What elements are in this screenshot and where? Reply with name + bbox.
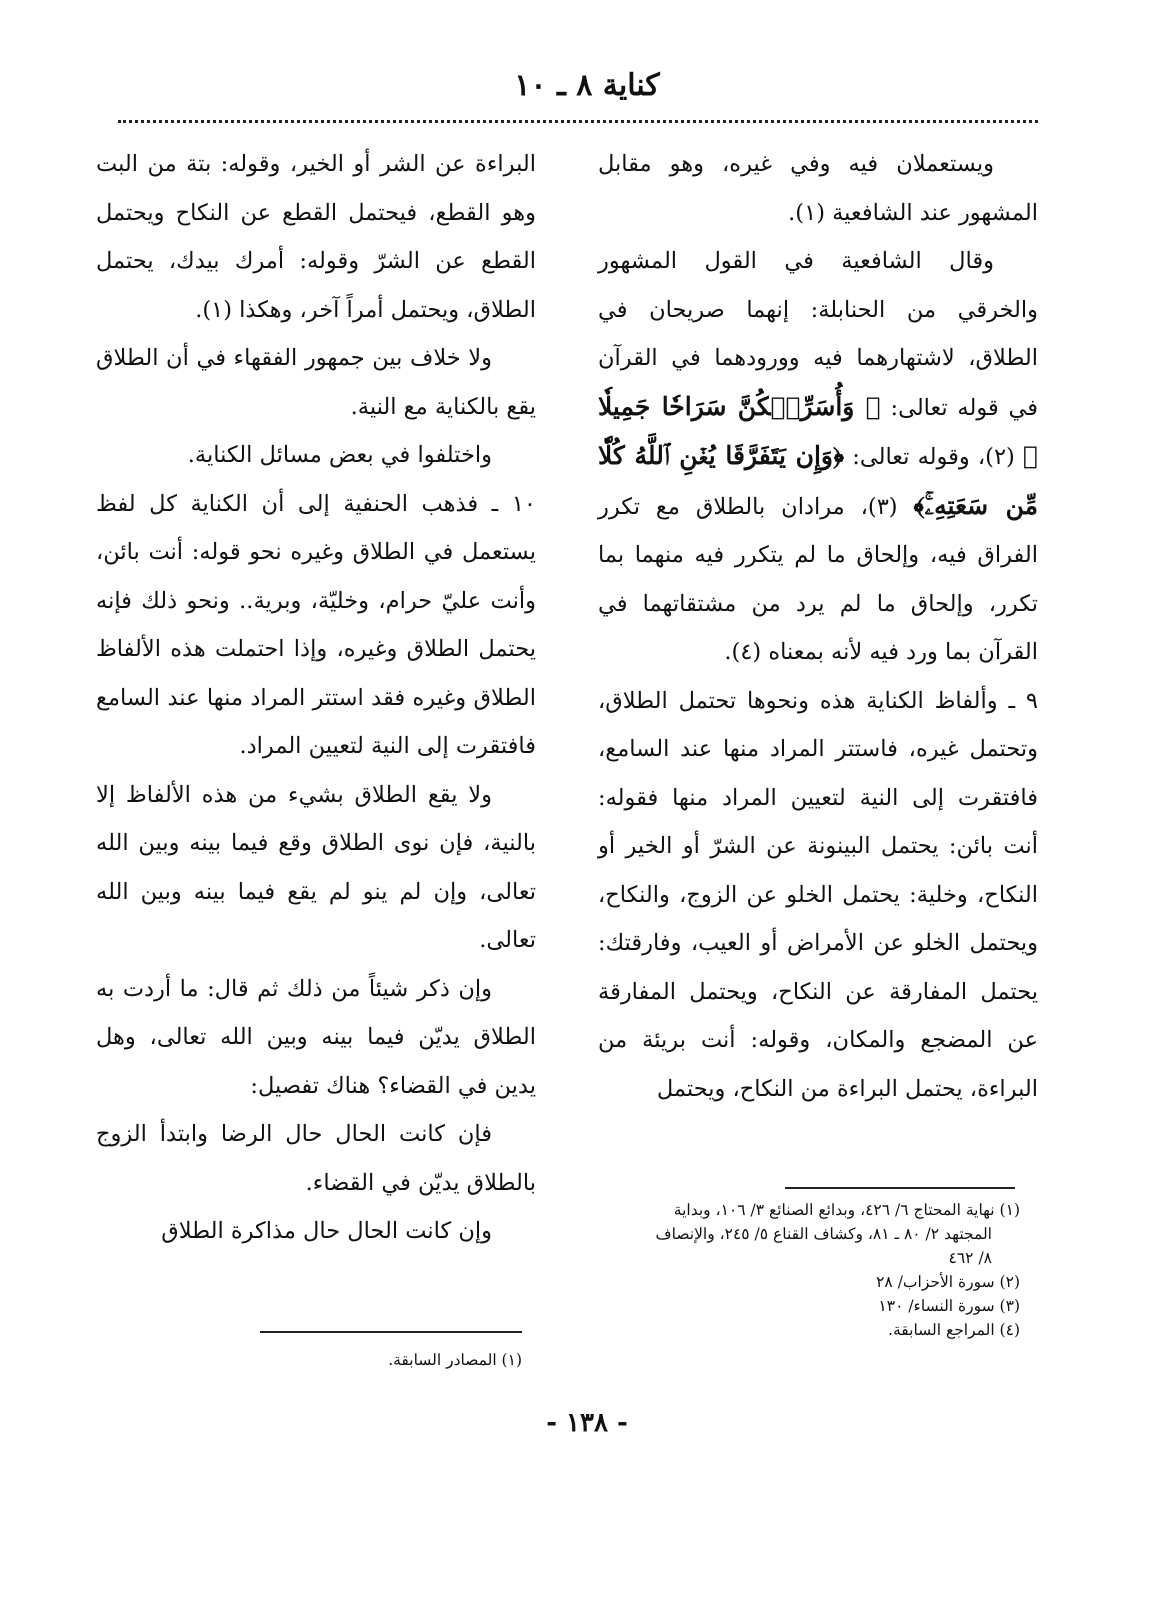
- paragraph: ٩ ـ وألفاظ الكناية هذه ونحوها تحتمل الطلاق، وتحتمل غيره، فاستتر المراد منها عند السامع، فافتقرت إلى النية لتعيين المراد منها فقوله: أنت بائن: يحتمل البينونة عن الشرّ أو الخير أو النكاح، وخلية: يحتمل الخلو عن الزوج، والنكاح، ويحتمل الخلو عن الأمراض أو العيب، وفارقتك: يحتمل المفارقة عن النكاح، ويحتمل المفارقة عن المضجع والمكان، وقوله: أنت بريئة من البراءة، يحتمل البراءة من النكاح، ويحتمل: [598, 687, 1038, 1102]
- footnote: (١) المصادر السابقة.: [388, 1351, 522, 1369]
- page-number: - ١٣٨ -: [546, 1408, 628, 1438]
- right-column: [598, 140, 1038, 1113]
- header-divider: [118, 120, 1038, 123]
- footnotes-right: [580, 1198, 1020, 1342]
- footnote: ٨/ ٤٦٢: [948, 1249, 992, 1267]
- footnote: (٣) سورة النساء/ ١٣٠: [878, 1297, 1020, 1315]
- footnote-divider: [785, 1187, 1015, 1189]
- paragraph: وإن ذكر شيئاً من ذلك ثم قال: ما أردت به الطلاق يديّن فيما بينه وبين الله تعالى، وهل يدين في القضاء؟ هناك تفصيل:: [96, 975, 536, 1099]
- quran-verse: ﴿ وَأُسَرِّحۡكُنَّ سَرَاحٗا جَمِيلٗا ﴾: [598, 391, 1039, 470]
- paragraph-text: (٣)، مرادان بالطلاق مع تكرر الفراق فيه، وإلحاق ما لم يتكرر فيه منهما بما تكرر، وإلحاق ما لم يرد من مشتقاتهما في القرآن بما ورد فيه لأنه بمعناه (٤).: [598, 493, 1038, 665]
- paragraph-text: (٢)، وقوله تعالى:: [852, 444, 1015, 470]
- paragraph: فإن كانت الحال حال الرضا وابتدأ الزوج بالطلاق يديّن في القضاء.: [96, 1121, 536, 1196]
- footnote-divider: [260, 1331, 522, 1333]
- paragraph: ولا يقع الطلاق بشيء من هذه الألفاظ إلا بالنية، فإن نوى الطلاق وقع فيما بينه وبين الله تعالى، وإن لم ينو لم يقع فيما بينه وبين الله تعالى.: [96, 781, 536, 953]
- footnote: (٢) سورة الأحزاب/ ٢٨: [876, 1273, 1020, 1291]
- footnotes-left: [300, 1348, 522, 1372]
- page-header: كناية ٨ ـ ١٠: [514, 68, 660, 103]
- paragraph: [598, 237, 1038, 677]
- paragraph: واختلفوا في بعض مسائل الكناية.: [187, 442, 492, 468]
- footnote: (١) نهاية المحتاج ٦/ ٤٢٦، وبدائع الصنائع ٣/ ١٠٦، وبداية: [673, 1201, 1020, 1219]
- footnote: (٤) المراجع السابقة.: [888, 1321, 1020, 1339]
- left-column: [96, 140, 536, 1256]
- paragraph-text: وقال الشافعية في القول المشهور والخرقي من الحنابلة: إنهما صريحان في الطلاق، لاشتهارهما فيه وورودهما في القرآن في قوله تعالى:: [598, 248, 1038, 421]
- paragraph: ويستعملان فيه وفي غيره، وهو مقابل المشهور عند الشافعية (١).: [598, 151, 1038, 226]
- quran-verse: ﴿وَإِن يَتَفَرَّقَا يُغۡنِ ٱللَّهُ كُلّٗا مِّن سَعَتِهِۦۚ﴾: [598, 441, 1039, 520]
- paragraph: وإن كانت الحال حال مذاكرة الطلاق: [161, 1218, 492, 1244]
- paragraph: ولا خلاف بين جمهور الفقهاء في أن الطلاق يقع بالكناية مع النية.: [96, 345, 536, 420]
- paragraph: ١٠ ـ فذهب الحنفية إلى أن الكناية كل لفظ يستعمل في الطلاق وغيره نحو قوله: أنت بائن، وأنت عليّ حرام، وخليّة، وبرية.. ونحو ذلك فإنه يحتمل الطلاق وغيره، وإذا احتملت هذه الألفاظ الطلاق وغيره فقد استتر المراد منها عند السامع فافتقرت إلى النية لتعيين المراد.: [96, 490, 536, 759]
- footnote: المجتهد ٢/ ٨٠ ـ ٨١، وكشاف القناع ٥/ ٢٤٥، والإنصاف: [655, 1225, 992, 1243]
- paragraph: البراءة عن الشر أو الخير، وقوله: بتة من البت وهو القطع، فيحتمل القطع عن النكاح ويحتمل القطع عن الشرّ وقوله: أمرك بيدك، يحتمل الطلاق، ويحتمل أمراً آخر، وهكذا (١).: [96, 151, 536, 323]
